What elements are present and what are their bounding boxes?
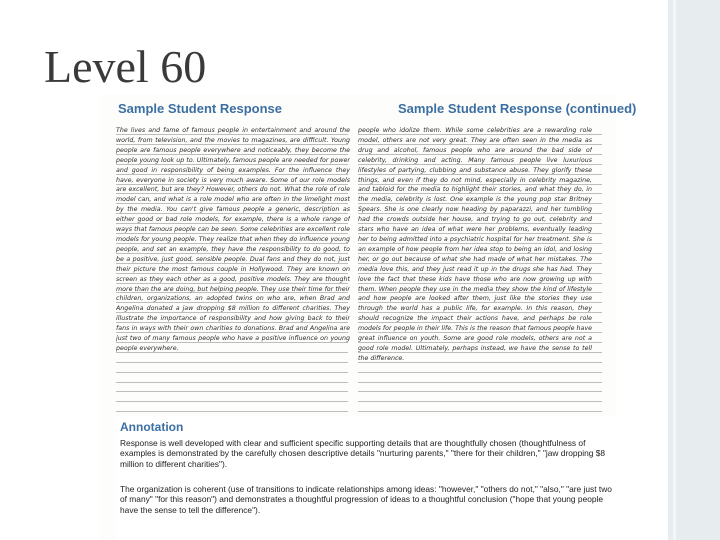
ruled-line [358,362,602,363]
left-column-heading: Sample Student Response [118,101,282,116]
ruled-line [116,382,348,383]
ruled-line [358,411,602,412]
worksheet-image [100,94,637,540]
ruled-line [358,233,602,234]
ruled-line [358,164,602,165]
ruled-line [358,154,602,155]
ruled-line [358,144,602,145]
annotation-box [116,416,618,540]
ruled-line [358,382,602,383]
ruled-line [116,233,348,234]
ruled-line [116,164,348,165]
ruled-line [358,174,602,175]
student-response-right-text: people who idolize them. While some celebrities are a rewarding role model, others are not very great. They are often seen in the media as drug and alcohol, famous people who are around the bad side of celebrity, drinking and acting. Many famous people live luxurious lifestyles of partying, clubbing and substance abuse. They glorify these things, and even if they do not mind, especially in celebrity magazine, and tabloid for the media to highlight their stories, and what they do, in the media, celebrity is lost. One example is the young pop star Britney Spears. She is one clearly now heading by paparazzi, and her tumbling had the crowds outside her house, and trying to go out, celebrity and stars who have an idea of what were her problems, eventually leading her to being admitted into a psychiatric hospital for her treatment. She is an example of how people from her idea stop to being an idol, and losing her, or go out because of what she had made of what her mistakes. The media love this, and they just read it up in the drugs she has had. They love the fact that these kids have those who are now growing up with them. When people they use in the media they show the kind of lifestyle and how people are looked after them, just like the stories they use through the world has a public life, for example. In this reason, they should recognize the impact their actions have, and perhaps be role models for people in their life. This is the reason that famous people have great influence on youth. Some are good role models, others are not a good role model. Ultimately, perhaps instead, we have the sense to tell the difference. [358,127,592,362]
slide-title: Level 60 [44,41,207,92]
ruled-line [358,312,602,313]
ruled-line [116,322,348,323]
right-column-heading: Sample Student Response (continued) [398,101,637,116]
ruled-line [116,193,348,194]
ruled-line [116,302,348,303]
ruled-line [358,134,602,135]
ruled-line [116,342,348,343]
ruled-line [358,223,602,224]
ruled-line [116,144,348,145]
ruled-line [116,312,348,313]
ruled-line [116,391,348,392]
annotation-heading: Annotation [120,420,184,434]
ruled-line [116,273,348,274]
ruled-line [358,302,602,303]
ruled-line [358,352,602,353]
ruled-line [358,372,602,373]
ruled-line [116,253,348,254]
ruled-line [358,292,602,293]
ruled-line [358,332,602,333]
annotation-paragraph-1: Response is well developed with clear and sufficient specific supporting details that are thoughtfully chosen (thoughtfulness of examples is demonstrated by the carefully chosen descriptive details "nurturing parents," "there for their children," "jaw dropping $8 million to different charities"). [120,438,606,469]
ruled-line [358,401,602,402]
ruled-line [116,243,348,244]
ruled-line [358,193,602,194]
ruled-line [116,401,348,402]
ruled-line [358,203,602,204]
ruled-line [116,184,348,185]
ruled-line [116,154,348,155]
ruled-line [358,283,602,284]
ruled-line [116,352,348,353]
ruled-line [116,372,348,373]
ruled-line [116,223,348,224]
ruled-line [116,213,348,214]
ruled-line [116,203,348,204]
ruled-line [358,273,602,274]
annotation-paragraph-2: The organization is coherent (use of transitions to indicate relationships among ideas: "however," "others do not," "also," "are just two of many" "for this reason") and demonstrates a thoughtful progression of ideas to a thoughtful conclusion ("hope that young people have the sense to tell the difference"). [120,484,612,515]
ruled-line [116,283,348,284]
ruled-line [358,263,602,264]
ruled-line [358,253,602,254]
ruled-line [358,184,602,185]
ruled-line [358,243,602,244]
ruled-line [116,332,348,333]
student-response-left-text: The lives and fame of famous people in entertainment and around the world, from television, and the movies to magazines, are difficult. Young people are famous people everywhere and noticeably, they become the people young look up to. Ultimately, famous people are needed for power and good in responsibility of being examples. For the influence they have, everyone in society is very much aware. Some of our role models are excellent, but are they? However, others do not. What the role of role model can, and what is a role model who are often in the limelight most by the media. You can't give famous people a generic, description as either good or bad role models, for example, there is a whole range of ways that famous people can be seen. Some celebrities are excellent role models for young people. They realize that when they do influence young people, and set an example, they have the responsibility to do good, to be a positive, just good, sensible people. Dual fans and they do not, just their picture the most famous couple in Hollywood. They are known on screen as they each other as a good, positive models. They are thought more than the are doing, but helping people. They use their time for their children, organizations, an adopted twins on who are, when Brad and Angelina donated a jaw dropping $8 million to different charities. They illustrate the importance of responsibility and how giving back to their fans in ways with their own charities to donations. Brad and Angelina are just two of many famous people who have a positive influence on young people everywhere. [116,127,350,352]
ruled-line [358,322,602,323]
ruled-line [116,292,348,293]
ruled-line [358,213,602,214]
ruled-line [116,174,348,175]
ruled-line [116,263,348,264]
ruled-line [358,342,602,343]
ruled-line [116,411,348,412]
slide-side-bar-line [673,0,676,540]
ruled-line [358,391,602,392]
ruled-line [116,362,348,363]
ruled-line [116,134,348,135]
